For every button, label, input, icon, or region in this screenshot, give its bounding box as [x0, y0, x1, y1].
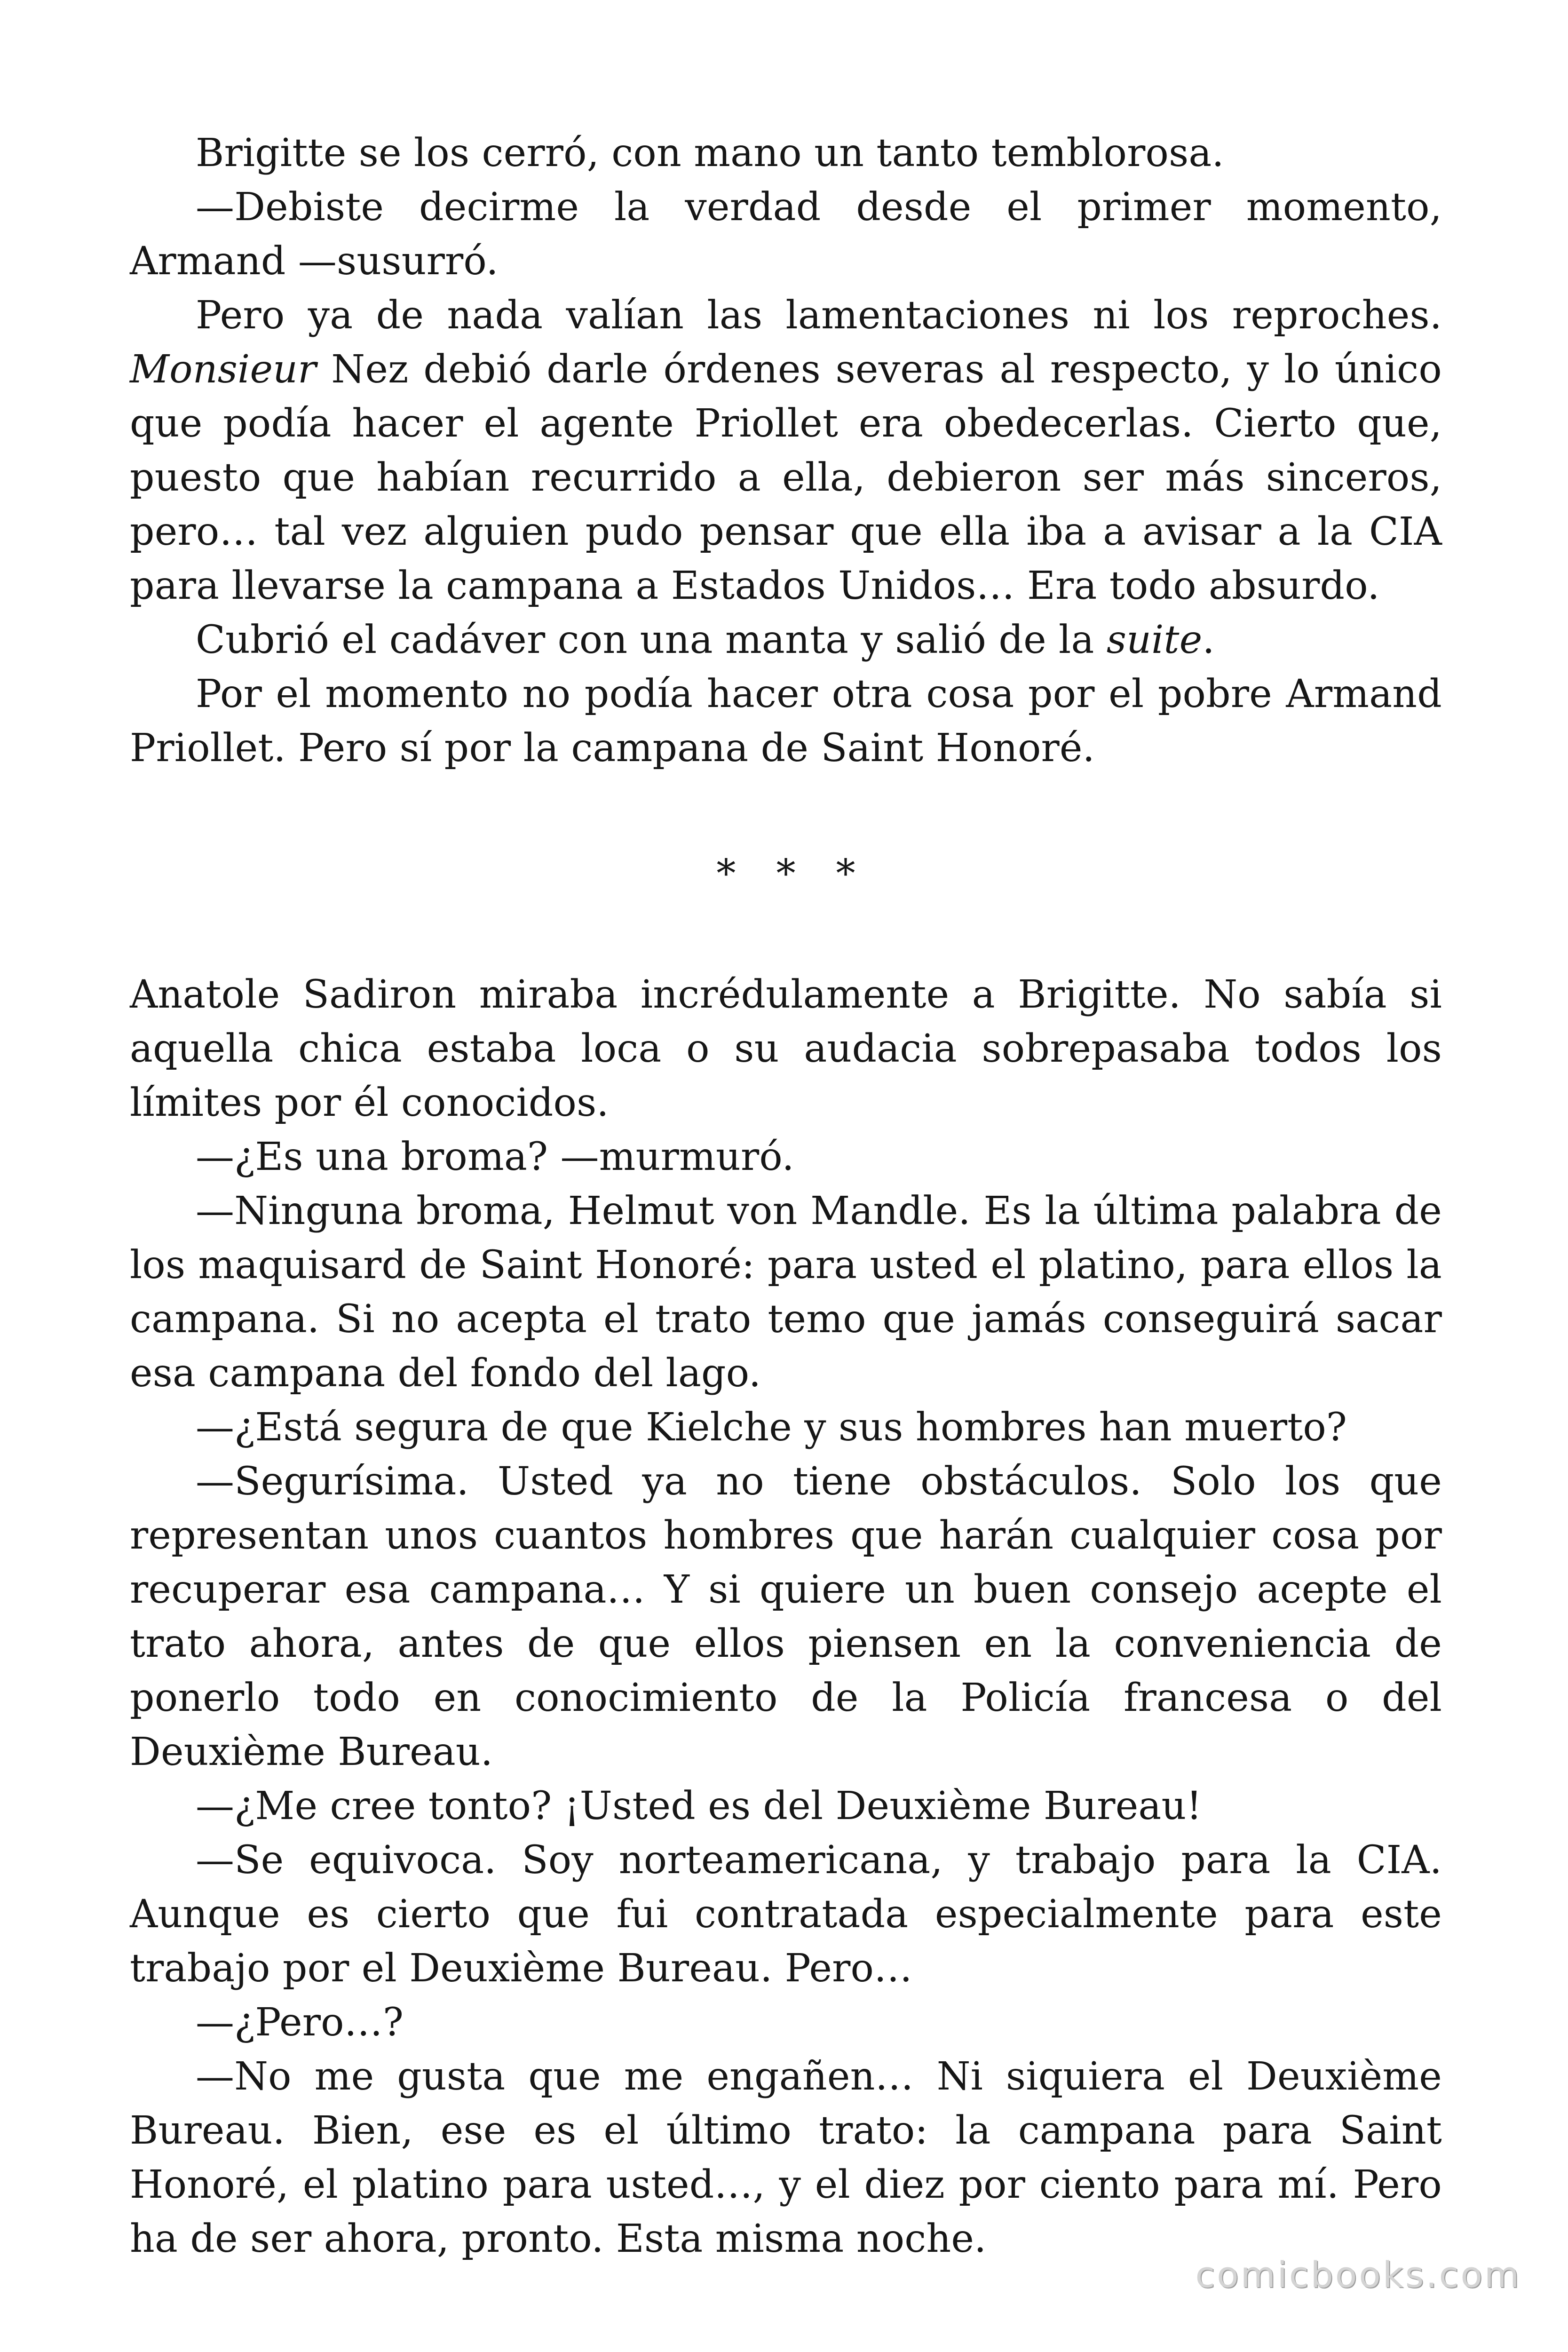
paragraph: Anatole Sadiron miraba incrédulamente a Brigitte. No sabía si aquella chica estaba loca o su audacia sobrepasaba todos los límites por él conocidos. [130, 972, 1442, 1125]
paragraph-text: . [1202, 618, 1215, 662]
paragraph: —¿Es una broma? —murmuró. [196, 1135, 794, 1179]
section-one [130, 126, 1442, 775]
italic-word: Monsieur [130, 347, 317, 392]
paragraph-text: Cubrió el cadáver con una manta y salió de la [196, 618, 1107, 662]
scene-break: * * * [716, 851, 870, 896]
section-two [130, 968, 1442, 2266]
paragraph: Brigitte se los cerró, con mano un tanto temblorosa. [196, 131, 1224, 175]
paragraph: —¿Me cree tonto? ¡Usted es del Deuxième Bureau! [196, 1784, 1202, 1828]
paragraph: Por el momento no podía hacer otra cosa por el pobre Armand Priollet. Pero sí por la campana de Saint Honoré. [130, 672, 1442, 771]
paragraph-text: Pero ya de nada valían las lamentaciones ni los reproches. [196, 293, 1442, 338]
paragraph [130, 288, 1442, 613]
paragraph: —No me gusta que me engañen… Ni siquiera el Deuxième Bureau. Bien, ese es el último trato: la campana para Saint Honoré, el platino para usted…, y el diez por ciento para mí. Pero ha de ser ahora, pronto. Esta misma noche. [130, 2054, 1442, 2261]
paragraph [130, 613, 1442, 667]
italic-word: suite [1106, 618, 1203, 662]
paragraph: —Ninguna broma, Helmut von Mandle. Es la última palabra de los maquisard de Saint Honoré: para usted el platino, para ellos la campana. Si no acepta el trato temo que jamás conseguirá sacar esa campana del fondo del lago. [130, 1189, 1442, 1396]
paragraph: —¿Está segura de que Kielche y sus hombres han muerto? [196, 1405, 1347, 1450]
paragraph: —Se equivoca. Soy norteamericana, y trabajo para la CIA. Aunque es cierto que fui contratada especialmente para este trabajo por el Deuxième Bureau. Pero… [130, 1838, 1442, 1991]
watermark: comicbooks.com [1195, 2254, 1521, 2296]
page-body [130, 126, 1442, 2266]
paragraph: —¿Pero…? [196, 2000, 404, 2045]
paragraph: —Debiste decirme la verdad desde el primer momento, Armand —susurró. [130, 185, 1442, 284]
paragraph: —Segurísima. Usted ya no tiene obstáculos. Solo los que representan unos cuantos hombres que harán cualquier cosa por recuperar esa campana… Y si quiere un buen consejo acepte el trato ahora, antes de que ellos piensen en la conveniencia de ponerlo todo en conocimiento de la Policía francesa o del Deuxième Bureau. [130, 1459, 1442, 1774]
paragraph-text: Nez debió darle órdenes severas al respecto, y lo único que podía hacer el agente Priollet era obedecerlas. Cierto que, puesto que habían recurrido a ella, debieron ser más sinceros, pero… tal vez alguien pudo pensar que ella iba a avisar a la CIA para llevarse la campana a Estados Unidos… Era todo absurdo. [130, 347, 1442, 608]
